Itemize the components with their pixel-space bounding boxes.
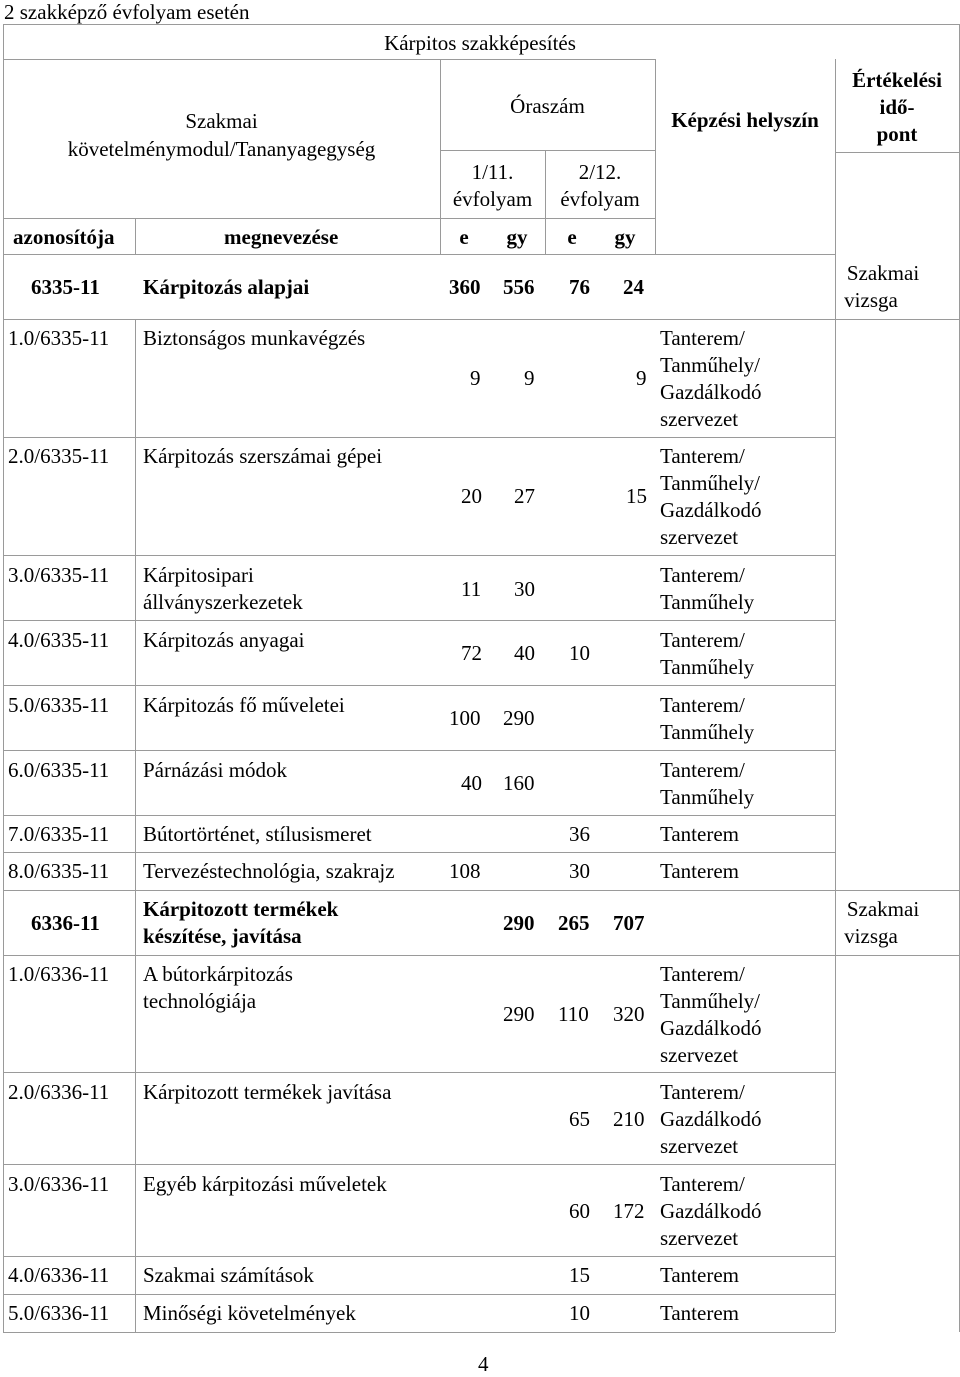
row-id: 2.0/6335-11 [8,444,110,468]
header-location: Képzési helyszín [671,108,819,132]
module-evaluation: Szakmai [846,897,920,921]
row-location: Tanműhely [660,590,755,614]
row-hours: 9 [470,366,481,390]
row-location: Tanterem/ [660,326,745,350]
module-hours: 76 [569,275,590,299]
row-name: Szakmai számítások [143,1263,314,1287]
module-hours: 265 [558,911,590,935]
header-gy: gy [506,225,528,249]
header-evaluation: pont [876,122,918,146]
header-module-label: Szakmai [185,109,258,133]
module-id: 6335-11 [31,275,100,299]
table-title: Kárpitos szakképesítés [384,31,576,55]
row-hours: 20 [461,484,482,508]
row-location: Tanterem [660,1301,739,1325]
module-evaluation: vizsga [844,924,898,948]
row-location: Tanterem [660,822,739,846]
row-location: Tanterem/ [660,962,745,986]
row-location: szervezet [660,1226,739,1250]
row-name: Párnázási módok [143,758,288,782]
row-hours: 40 [514,641,535,665]
header-evaluation: Értékelési [852,68,942,92]
module-hours: 360 [449,275,481,299]
row-location: Tanterem/ [660,758,745,782]
row-hours: 320 [613,1002,645,1026]
row-name: Biztonságos munkavégzés [143,326,366,350]
header-year2: évfolyam [560,187,640,211]
row-hours: 290 [503,1002,535,1026]
row-id: 4.0/6335-11 [8,628,110,652]
row-location: Tanműhely [660,720,755,744]
module-evaluation: vizsga [844,288,898,312]
row-location: Tanterem/ [660,693,745,717]
row-id: 7.0/6335-11 [8,822,110,846]
row-hours: 15 [626,484,647,508]
row-location: Tanműhely/ [660,353,761,377]
row-name: Tervezéstechnológia, szakrajz [143,859,395,883]
row-hours: 36 [569,822,590,846]
row-location: szervezet [660,525,739,549]
row-location: Tanműhely [660,785,755,809]
row-name: A bútorkárpitozás [143,962,293,986]
row-hours: 9 [636,366,647,390]
row-hours: 10 [569,641,590,665]
row-location: szervezet [660,1043,739,1067]
row-id: 3.0/6335-11 [8,563,110,587]
row-id: 3.0/6336-11 [8,1172,110,1196]
row-hours: 60 [569,1199,590,1223]
row-hours: 65 [569,1107,590,1131]
row-location: Gazdálkodó [660,1107,762,1131]
row-hours: 160 [503,771,535,795]
row-hours: 9 [524,366,535,390]
row-name: Bútortörténet, stílusismeret [143,822,372,846]
row-location: Gazdálkodó [660,380,762,404]
row-name: Kárpitozás szerszámai gépei [143,444,383,468]
row-location: Gazdálkodó [660,498,762,522]
row-location: Tanműhely/ [660,471,761,495]
row-hours: 108 [449,859,481,883]
header-year2: 2/12. [578,160,622,184]
header-e: e [459,225,469,249]
module-name: Kárpitozott termékek [143,897,339,921]
header-name: megnevezése [224,225,339,249]
row-hours: 27 [514,484,535,508]
row-location: Gazdálkodó [660,1199,762,1223]
row-id: 4.0/6336-11 [8,1263,110,1287]
row-hours: 100 [449,706,481,730]
header-evaluation: idő- [879,95,915,119]
section-title: 2 szakképző évfolyam esetén [4,0,250,24]
row-location: szervezet [660,407,739,431]
row-hours: 10 [569,1301,590,1325]
row-location: Tanterem/ [660,1172,745,1196]
row-name: Kárpitosipari [143,563,254,587]
row-name: Kárpitozott termékek javítása [143,1080,392,1104]
module-hours: 290 [503,911,535,935]
row-id: 5.0/6335-11 [8,693,110,717]
header-gy: gy [614,225,636,249]
row-location: Tanterem [660,859,739,883]
row-hours: 72 [461,641,482,665]
row-hours: 290 [503,706,535,730]
module-hours: 707 [613,911,645,935]
row-hours: 210 [613,1107,645,1131]
header-year1: évfolyam [452,187,533,211]
header-hours: Óraszám [510,94,585,118]
row-id: 2.0/6336-11 [8,1080,110,1104]
module-hours: 556 [503,275,535,299]
row-location: Tanterem/ [660,1080,745,1104]
row-name: Kárpitozás fő műveletei [143,693,345,717]
row-hours: 15 [569,1263,590,1287]
module-hours: 24 [623,275,644,299]
row-hours: 172 [613,1199,645,1223]
module-evaluation: Szakmai [846,261,920,285]
row-location: Tanterem/ [660,444,745,468]
row-name: állványszerkezetek [143,590,303,614]
row-location: Gazdálkodó [660,1016,762,1040]
row-id: 1.0/6336-11 [8,962,110,986]
row-hours: 40 [461,771,482,795]
header-year1: 1/11. [471,160,514,184]
row-id: 5.0/6336-11 [8,1301,110,1325]
row-hours: 30 [569,859,590,883]
row-name: Egyéb kárpitozási műveletek [143,1172,387,1196]
module-name: Kárpitozás alapjai [143,275,310,299]
header-id: azonosítója [13,225,115,249]
row-location: Tanműhely/ [660,989,761,1013]
row-id: 8.0/6335-11 [8,859,110,883]
row-location: Tanműhely [660,655,755,679]
header-e: e [567,225,577,249]
row-location: Tanterem/ [660,563,745,587]
row-location: Tanterem [660,1263,739,1287]
row-name: technológiája [143,989,257,1013]
row-location: szervezet [660,1134,739,1158]
module-id: 6336-11 [31,911,100,935]
row-name: Minőségi követelmények [143,1301,356,1325]
row-hours: 11 [461,577,482,601]
module-name: készítése, javítása [143,924,302,948]
row-hours: 30 [514,577,535,601]
header-module-label: követelménymodul/Tananyagegység [67,137,376,161]
page-number: 4 [478,1352,489,1376]
row-id: 6.0/6335-11 [8,758,110,782]
row-id: 1.0/6335-11 [8,326,110,350]
row-name: Kárpitozás anyagai [143,628,305,652]
row-hours: 110 [558,1002,589,1026]
row-location: Tanterem/ [660,628,745,652]
